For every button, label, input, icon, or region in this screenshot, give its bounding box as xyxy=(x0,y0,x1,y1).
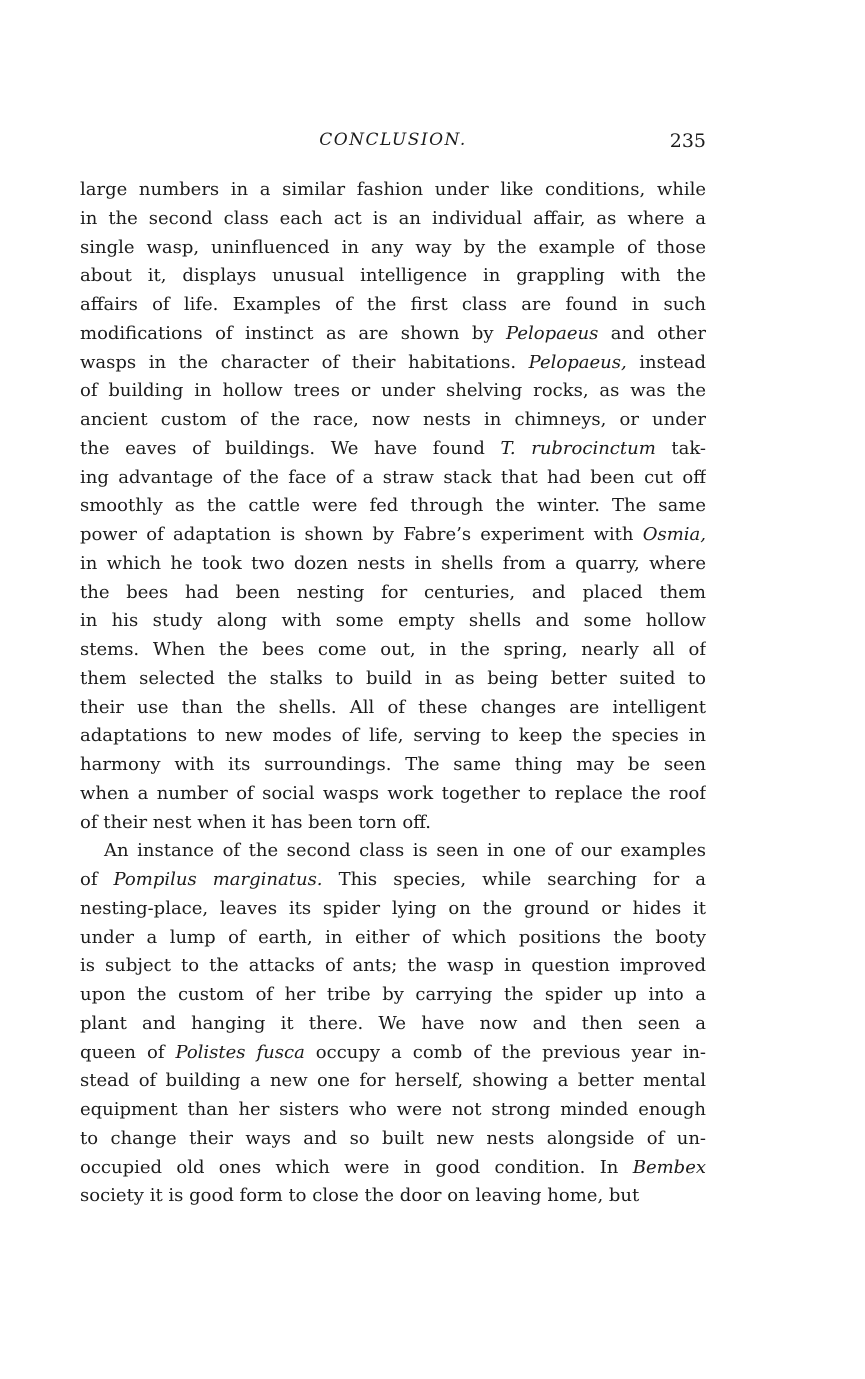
text-line xyxy=(80,550,706,579)
text-run: the eaves of buildings. We have found xyxy=(80,437,501,459)
text-line xyxy=(80,1067,706,1096)
text-line xyxy=(80,694,706,723)
text-line xyxy=(80,234,706,263)
text-run: nesting-place, leaves its spider lying on the ground or hides it xyxy=(80,897,706,919)
body-text xyxy=(80,176,706,1211)
text-run: when a number of social wasps work together to replace the roof xyxy=(80,782,706,804)
text-line xyxy=(80,981,706,1010)
running-title: CONCLUSION. xyxy=(319,130,467,150)
text-run: large numbers in a similar fashion under like conditions, while xyxy=(80,179,706,200)
text-line xyxy=(80,291,706,320)
italic-term: T. rubrocinctum xyxy=(500,437,656,459)
page-number: 235 xyxy=(669,130,706,152)
text-line xyxy=(80,579,706,608)
text-line xyxy=(80,492,706,521)
italic-term: Pompilus marginatus. xyxy=(113,869,323,890)
italic-term: Bembex xyxy=(632,1156,706,1178)
text-line xyxy=(80,607,706,636)
text-run: the bees had been nesting for centuries, and placed them xyxy=(80,581,706,603)
text-line xyxy=(80,952,706,981)
text-line xyxy=(80,866,706,895)
text-run: plant and hanging it there. We have now and then seen a xyxy=(80,1012,706,1034)
paragraph xyxy=(80,176,706,837)
text-line xyxy=(80,406,706,435)
text-run: ancient custom of the race, now nests in chimneys, or under xyxy=(80,409,706,430)
text-run: about it, displays unusual intelligence in grappling with the xyxy=(80,265,706,287)
text-run: power of adaptation is shown by Fabre’s experiment with xyxy=(80,524,643,545)
text-line xyxy=(80,665,706,694)
paragraph xyxy=(80,837,706,1211)
text-run: of building in hollow trees or under shelving rocks, as was the xyxy=(80,380,706,402)
italic-term: Osmia, xyxy=(642,524,706,545)
text-run: smoothly as the cattle were fed through the winter. The same xyxy=(80,495,706,517)
text-line xyxy=(80,924,706,953)
text-run: ing advantage of the face of a straw stack that had been cut off xyxy=(80,466,706,488)
italic-term: Pelopaeus xyxy=(506,322,599,344)
text-line xyxy=(80,349,706,378)
text-run: under a lump of earth, in either of which positions the booty xyxy=(80,926,706,948)
text-run: harmony with its surroundings. The same thing may be seen xyxy=(80,754,706,775)
text-run: An instance of the second class is seen in one of our examples xyxy=(104,840,706,862)
text-run: equipment than her sisters who were not strong minded enough xyxy=(80,1099,706,1120)
text-line xyxy=(80,205,706,234)
text-line xyxy=(80,1182,706,1211)
text-run: in his study along with some empty shells and some hollow xyxy=(80,610,706,632)
text-line xyxy=(80,1010,706,1039)
text-run: instead xyxy=(626,351,706,373)
text-run: occupy a comb of the previous year in- xyxy=(304,1041,706,1063)
italic-term: Pelopaeus, xyxy=(528,351,627,373)
text-run: tak- xyxy=(655,437,706,459)
text-line xyxy=(80,464,706,493)
text-run: them selected the stalks to build in as being better suited to xyxy=(80,667,706,689)
text-line xyxy=(80,1125,706,1154)
text-run: upon the custom of her tribe by carrying the spider up into a xyxy=(80,984,706,1005)
text-line xyxy=(80,377,706,406)
text-run: of their nest when it has been torn off. xyxy=(80,811,432,833)
text-line xyxy=(80,751,706,780)
text-line xyxy=(80,1154,706,1183)
text-run: affairs of life. Examples of the first class are found in such xyxy=(80,294,706,315)
text-line xyxy=(80,895,706,924)
text-run: in which he took two dozen nests in shells from a quarry, where xyxy=(80,552,706,574)
text-line xyxy=(80,435,706,464)
text-run: stems. When the bees come out, in the spring, nearly all of xyxy=(80,639,706,660)
text-run: and other xyxy=(598,322,706,344)
text-run: to change their ways and so built new nests alongside of un- xyxy=(80,1127,706,1149)
text-run: their use than the shells. All of these changes are intelligent xyxy=(80,696,706,718)
text-run: queen of xyxy=(80,1041,176,1063)
text-line xyxy=(80,176,706,205)
text-line xyxy=(80,809,706,838)
running-head xyxy=(80,130,706,158)
text-run: society it is good form to close the door on leaving home, but xyxy=(80,1185,640,1207)
text-run: adaptations to new modes of life, serving to keep the species in xyxy=(80,725,706,747)
text-run: modifications of instinct as are shown by xyxy=(80,322,507,344)
text-run: of xyxy=(80,869,114,890)
text-run: stead of building a new one for herself, showing a better mental xyxy=(80,1070,706,1092)
italic-term: Polistes fusca xyxy=(175,1041,305,1063)
text-run: is subject to the attacks of ants; the wasp in question improved xyxy=(80,955,706,977)
text-run: This species, while searching for a xyxy=(322,869,706,890)
text-line xyxy=(80,262,706,291)
text-line xyxy=(80,780,706,809)
text-line xyxy=(80,1039,706,1068)
text-run: single wasp, uninfluenced in any way by the example of those xyxy=(80,236,706,258)
text-run: in the second class each act is an individual affair, as where a xyxy=(80,207,706,229)
text-line xyxy=(80,837,706,866)
text-line xyxy=(80,636,706,665)
text-line xyxy=(80,320,706,349)
text-line xyxy=(80,722,706,751)
text-line xyxy=(80,521,706,550)
text-line xyxy=(80,1096,706,1125)
text-run: occupied old ones which were in good condition. In xyxy=(80,1156,633,1178)
text-run: wasps in the character of their habitations. xyxy=(80,351,529,373)
